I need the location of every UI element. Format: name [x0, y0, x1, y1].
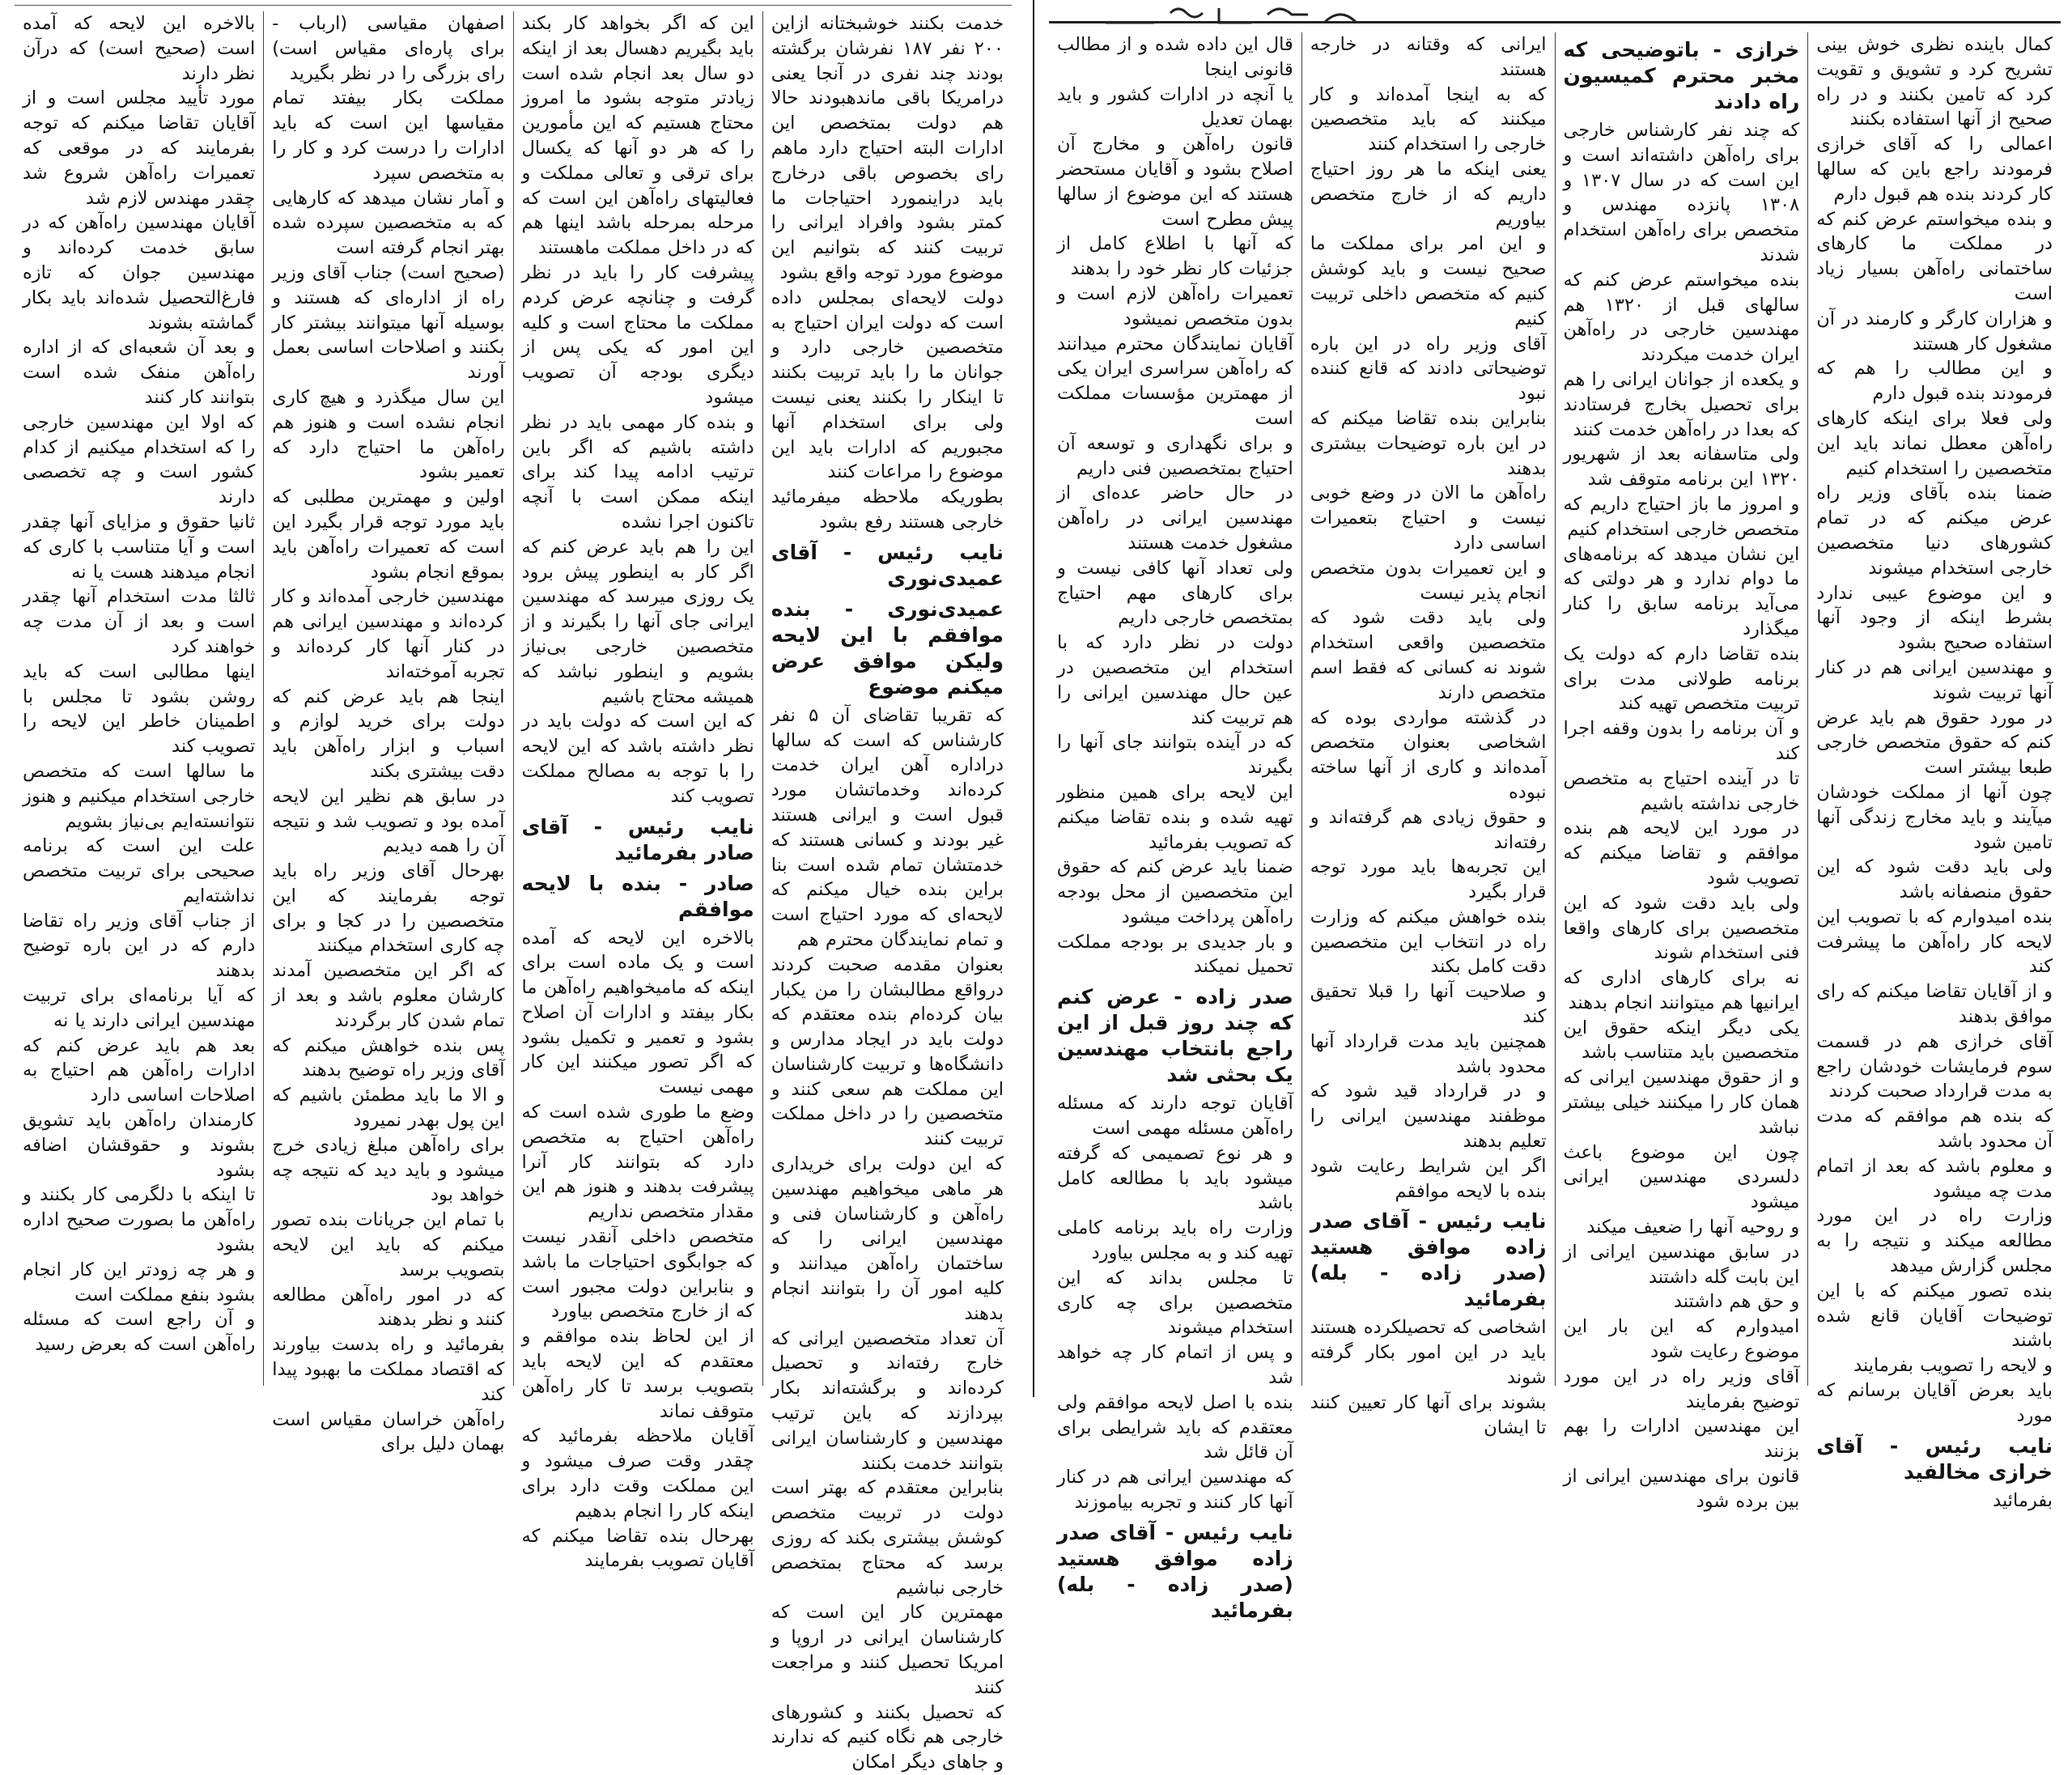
- paragraph: و امروز ما باز احتیاج داریم که متخصص خارجی استخدام کنیم: [1563, 493, 1800, 540]
- column-text: [522, 11, 754, 1573]
- paragraph: آقایان ملاحظه بفرمائید که چقدر وقت صرف میشود و این مملکت وقت دارد برای اینکه کار را انجام بدهیم: [521, 1425, 754, 1522]
- paragraph: در مورد حقوق هم باید عرض کنم که حقوق متخصص خارجی طبعا بیشتر است: [1816, 707, 2053, 779]
- paragraph: راه‌آهن ما الان در وضع خوبی نیست و احتیاج بتعمیرات اساسی دارد: [1310, 482, 1547, 554]
- paragraph: یعنی اینکه ما هر روز احتیاج داریم که از خارج متخصص بیاوریم: [1310, 158, 1547, 230]
- paragraph: برای راه‌آهن مبلغ زیادی خرج میشود و باید دید که نتیجه چه خواهد بود: [272, 1134, 505, 1206]
- column-text: [272, 11, 504, 1457]
- paragraph: پس بنده خواهش میکنم که آقای وزیر راه توضیح بدهند: [272, 1034, 505, 1081]
- paragraph: مهندسین خارجی آمده‌اند و کار کرده‌اند و مهندسین ایرانی هم در کنار آنها کار کرده‌اند و تجربه آموخته‌اند: [272, 586, 505, 682]
- paragraph: و این تعمیرات بدون متخصص انجام پذیر نیست: [1310, 557, 1547, 604]
- speaker-heading: صدر زاده - عرض کنم که چند روز قبل از این راجع بانتخاب مهندسین یک بحثی شد: [1057, 985, 1293, 1087]
- paragraph: که در امور راه‌آهن مطالعه کنند و نظر بدهند: [272, 1284, 505, 1331]
- paragraph: خدمت بکنند خوشبختانه ازاین ۲۰۰ نفر ۱۸۷ نفرشان برگشته بودند چند نفری در آنجا یعنی درامریکا باقی ماندهبودند حالا هم دولت بمتخصص این ادارات البته احتیاج دارد ماهم رای بخصوص باقی درخارج باید دراینمورد احتیاجات ما کمتر بشود وافراد ایرانی را تربیت کنند که بتوانیم این موضوع مورد توجه واقع بشود: [771, 13, 1004, 283]
- speaker-heading: نایب رئیس - آقای خرازی مخالفید: [1816, 1433, 2053, 1484]
- paragraph: بنده میخواستم عرض کنم که سالهای قبل از ۱۳۲۰ هم مهندسین خارجی در راه‌آهن ایران خدمت میکردند: [1563, 269, 1800, 366]
- paragraph: قانون برای مهندسین ایرانی از بین برده شود: [1563, 1466, 1800, 1512]
- paragraph: و هر چه زودتر این کار انجام بشود بنفع مملکت است: [23, 1259, 256, 1306]
- speaker-heading: نایب رئیس - آقای صدر زاده موافق هستید (صدر زاده - بله) بفرمائید: [1057, 1520, 1293, 1622]
- left-page-column-4: [15, 11, 264, 1386]
- right-page-column-2: [1556, 32, 1809, 1512]
- paragraph: و حق هم داشتند: [1673, 1291, 1800, 1313]
- paragraph: بعد هم باید عرض کنم که ادارات راه‌آهن هم احتیاج به اصلاحات اساسی دارد: [23, 1034, 256, 1106]
- paragraph: که اولا این مهندسین خارجی را که استخدام میکنیم از کدام کشور است و چه تخصصی دارند: [23, 411, 256, 508]
- paragraph: بعنوان مقدمه صحبت کردند درواقع مطالبشان را من یکبار بیان کرده‌ام بنده معتقدم که دولت باید در ایجاد مدارس و دانشگاه‌ها و تربیت کارشناسان این مملکت هم سعی کنند و متخصصین را در داخل مملکت تربیت کنند: [771, 953, 1004, 1150]
- paragraph: بهرحال آقای وزیر راه باید توجه بفرمایند که این متخصصین را در کجا و برای چه کاری استخدام میکنند: [272, 860, 505, 957]
- paragraph: متخصص داخلی آنقدر نیست که جوابگوی احتیاجات ما باشد و بنابراین دولت مجبور است که از خارج متخصص بیاورد: [521, 1226, 754, 1323]
- paragraph: که آنها با اطلاع کامل از جزئیات کار نظر خود را بدهند: [1057, 233, 1293, 280]
- paragraph: و مهندسین ایرانی هم در کنار آنها تربیت شوند: [1816, 656, 2053, 703]
- paragraph: ولی باید دقت شود که این حقوق منصفانه باشد: [1816, 856, 2053, 903]
- column-text: [1057, 32, 1293, 1624]
- paragraph: پیشرفت کار را باید در نظر گرفت و چنانچه عرض کردم مملکت ما محتاج است و کلیه این امور که یکی پس از دیگری بودجه آن تصویب میشود: [521, 261, 754, 408]
- paragraph: و هزاران کارگر و کارمند در آن مشغول کار هستند: [1816, 308, 2053, 355]
- paragraph: که در آینده بتوانند جای آنها را بگیرند: [1057, 732, 1293, 779]
- paragraph: بنده تقاضا دارم که دولت یک برنامه طولانی مدت برای تربیت متخصص تهیه کند: [1563, 643, 1800, 715]
- paragraph: راه‌آهن خراسان مقیاس است بهمان دلیل برای: [272, 1408, 505, 1455]
- left-page-column-3: [264, 11, 513, 1455]
- column-text: [771, 11, 1004, 1775]
- paragraph: از این لحاظ بنده موافقم و معتقدم که این لایحه باید بتصویب برسد تا کار راه‌آهن متوقف نماند: [521, 1326, 754, 1422]
- paragraph: از جناب آقای وزیر راه تقاضا دارم که در این باره توضیح بدهند: [23, 910, 256, 982]
- paragraph: که بنده هم موافقم که مدت آن محدود باشد: [1816, 1106, 2053, 1153]
- paragraph: و آن راجع است که مسئله راه‌آهن است که بعرض رسید: [23, 1309, 256, 1356]
- paragraph: اولین و مهمترین مطلبی که باید مورد توجه قرار بگیرد این است که تعمیرات راه‌آهن باید بموقع انجام بشود: [272, 486, 505, 583]
- paragraph: در حال حاضر عده‌ای از مهندسین ایرانی در راه‌آهن مشغول خدمت هستند: [1057, 482, 1293, 554]
- paragraph: چون آنها از مملکت خودشان میآیند و باید مخارج زندگی آنها تامین شود: [1816, 781, 2053, 853]
- column-text: [1816, 32, 2053, 1513]
- speaker-heading: خرازی - باتوضیحی که مخبر محترم کمیسیون راه دادند: [1563, 38, 1800, 113]
- paragraph: کمال باینده نظری خوش بینی تشریح کرد و تشویق و تقویت کرد که تامین بکنند و در راه صحیح از آنها استفاده بکنند: [1816, 34, 2053, 130]
- paragraph: مملکت بکار بیفتد تمام مقیاسها این است که باید ادارات را درست کرد و کار را به متخصص سپرد: [272, 87, 505, 184]
- page-gutter: [1021, 0, 1042, 1397]
- paragraph: ضمنا بنده بآقای وزیر راه عرض میکنم که در تمام کشورهای دنیا متخصصین خارجی استخدام میشوند: [1816, 482, 2053, 579]
- column-text: [1310, 32, 1547, 1440]
- paragraph: و این امر برای مملکت ما صحیح نیست و باید کوشش کنیم که متخصص داخلی تربیت کنیم: [1310, 233, 1547, 329]
- paragraph: بنابراین بنده تقاضا میکنم که در این باره توضیحات بیشتری بدهند: [1310, 407, 1547, 479]
- paragraph: تا در آینده احتیاج به متخصص خارجی نداشته باشیم: [1563, 767, 1800, 814]
- paragraph: یکی دیگر اینکه حقوق این متخصصین باید متناسب باشد: [1563, 1017, 1800, 1064]
- paragraph: و لایحه را تصویب بفرمایند: [1853, 1355, 2053, 1377]
- paragraph: علت این است که برنامه صحیحی برای تربیت متخصص نداشته‌ایم: [23, 835, 256, 907]
- paragraph: ولی تعداد آنها کافی نیست و برای کارهای مهم احتیاج بمتخصص خارجی داریم: [1057, 557, 1293, 629]
- paragraph: بطوریکه ملاحظه میفرمائید خارجی هستند رفع بشود: [771, 486, 1004, 533]
- paragraph: در سابق مهندسین ایرانی از این بابت گله داشتند: [1563, 1241, 1800, 1288]
- paragraph: آقایان مهندسین راه‌آهن که در سابق خدمت کرده‌اند و مهندسین جوان که تازه فارغ‌التحصیل شده‌اند باید بکار گماشته بشوند: [23, 212, 256, 333]
- right-page-columns: [1049, 32, 2061, 1622]
- paragraph: که این است که دولت باید در نظر داشته باشد که این لایحه را با توجه به مصالح مملکت تصویب کند: [521, 711, 754, 807]
- paragraph: ما سالها است که متخصص خارجی استخدام میکنیم و هنوز نتوانسته‌ایم بی‌نیاز بشویم: [23, 760, 256, 832]
- paragraph: این نشان میدهد که برنامه‌های ما دوام ندارد و هر دولتی که می‌آید برنامه سابق را کنار میگذارد: [1563, 543, 1800, 639]
- paragraph: و این مطالب را هم که فرمودند بنده قبول دارم: [1816, 358, 2053, 405]
- paragraph: وزارت راه در این مورد مطالعه میکند و نتیجه را به مجلس گزارش میدهد: [1816, 1205, 2053, 1277]
- paragraph: این را هم باید عرض کنم که اگر کار به اینطور پیش برود یک روزی میرسد که مهندسین ایرانی جای آنها را بگیرند و از متخصصین خارجی بی‌نیاز بشویم و اینطور نباشد که همیشه محتاج باشیم: [521, 536, 754, 707]
- paragraph: یا آنچه در ادارات کشور و باید بهمان تعدیل: [1057, 83, 1293, 130]
- paragraph: بنده امیدوارم که با تصویب این لایحه کار راه‌آهن ما پیشرفت کند: [1816, 906, 2053, 978]
- paragraph: این مهندسین ادارات را بهم بزنند: [1563, 1416, 1800, 1463]
- paragraph: وزارت راه باید برنامه کاملی تهیه کند و به مجلس بیاورد: [1057, 1217, 1293, 1264]
- top-rule: [15, 5, 1012, 6]
- paragraph: و بار جدیدی بر بودجه مملکت تحمیل نمیکند: [1057, 931, 1293, 978]
- paragraph: تعمیرات راه‌آهن لازم است و بدون متخصص نمیشود: [1057, 282, 1293, 329]
- paragraph: بهرحال بنده تقاضا میکنم که آقایان تصویب بفرمایند: [521, 1525, 754, 1572]
- paragraph: و بنده کار مهمی باید در نظر داشته باشیم که اگر باین ترتیب ادامه پیدا کند برای اینکه ممکن است با آنچه تاکنون اجرا نشده: [521, 411, 754, 533]
- paragraph: ضمنا باید عرض کنم که حقوق این متخصصین از محل بودجه راه‌آهن پرداخت میشود: [1057, 856, 1293, 928]
- column-text: [23, 11, 255, 1357]
- paragraph: و صلاحیت آنها را قبلا تحقیق کند: [1310, 981, 1547, 1028]
- paragraph: ولی فعلا برای اینکه کارهای راه‌آهن معطل نماند باید این متخصصین را استخدام کنیم: [1816, 407, 2053, 479]
- paragraph: وضع ما طوری شده است که راه‌آهن احتیاج به متخصص دارد که بتوانند کار آنرا پیشرفت بدهند و هنوز هم این مقدار متخصص نداریم: [521, 1102, 754, 1223]
- paragraph: و الا ما باید مطمئن باشیم که این پول بهدر نمیرود: [272, 1085, 505, 1132]
- paragraph: آقایان توجه دارند که مسئله راه‌آهن مسئله مهمی است: [1057, 1093, 1293, 1140]
- paragraph: و یکعده از جوانان ایرانی را هم برای تحصیل بخارج فرستادند که بعدا در راه‌آهن خدمت کنند: [1563, 368, 1800, 440]
- paragraph: ثانیا حقوق و مزایای آنها چقدر است و آیا متناسب با کاری که انجام میدهند هست یا نه: [23, 511, 256, 583]
- paragraph: در مورد این لایحه هم بنده موافقم و تقاضا میکنم که تصویب شود: [1563, 817, 1800, 889]
- speaker-subheading: صادر - بنده با لایحه موافقم: [521, 871, 754, 921]
- paragraph: و بنده میخواستم عرض کنم که در مملکت ما کارهای ساختمانی راه‌آهن بسیار زیاد است: [1816, 208, 2053, 304]
- paragraph: چون این موضوع باعث دلسردی مهندسین ایرانی میشود: [1563, 1141, 1800, 1213]
- paragraph: با تمام این جریانات بنده تصور میکنم که باید این لایحه بتصویب برسد: [272, 1209, 505, 1280]
- speaker-heading: نایب رئیس - آقای صادر بفرمائید: [521, 814, 754, 864]
- paragraph: در سابق هم نظیر این لایحه آمده بود و تصویب شد و نتیجه آن را همه دیدیم: [272, 785, 505, 857]
- paragraph: و برای نگهداری و توسعه آن احتیاج بمتخصصین فنی داریم: [1057, 432, 1293, 479]
- paragraph: که چند نفر کارشناس خارجی برای راه‌آهن داشته‌اند است و این است که در سال ۱۳۰۷ و ۱۳۰۸ پانزده مهندس و متخصص برای راه‌آهن استخدام شدند: [1563, 120, 1800, 265]
- paragraph: آن تعداد متخصصین ایرانی که خارج رفته‌اند و تحصیل کرده‌اند و برگشته‌اند بکار بپردازند که باین ترتیب مهندسین و کارشناسان ایرانی بتوانند خدمت بکنند: [771, 1327, 1004, 1474]
- paragraph: و بعد آن شعبه‌ای که از اداره راه‌آهن منفک شده است بتوانند کار کنند: [23, 337, 256, 408]
- paragraph: در گذشته مواردی بوده که اشخاصی بعنوان متخصص آمده‌اند و کاری از آنها ساخته نبوده: [1310, 707, 1547, 803]
- paragraph: امیدوارم که این بار این موضوع رعایت شود: [1563, 1316, 1800, 1363]
- page-fold-line: [1033, 0, 1034, 1397]
- paragraph: ولی باید دقت شود که متخصصین واقعی استخدام شوند نه کسانی که فقط اسم متخصص دارند: [1310, 607, 1547, 703]
- paragraph: که مهندسین ایرانی هم در کنار آنها کار کنند و تجربه بیاموزند: [1057, 1467, 1293, 1514]
- paragraph: اینها مطالبی است که باید روشن بشود تا مجلس با اطمینان خاطر این لایحه را تصویب کند: [23, 660, 256, 758]
- paragraph: آقایان نمایندگان محترم میدانند که راه‌آهن سراسری ایران یکی از مهمترین مؤسسات مملکت است: [1057, 333, 1293, 429]
- paragraph: این تجربه‌ها باید مورد توجه قرار بگیرد: [1310, 856, 1547, 903]
- paragraph: مورد تأیید مجلس است و از آقایان تقاضا میکنم که توجه بفرمایند که در موقعی که تعمیرات راه‌آهن شروع شد چقدر مهندس لازم شد: [23, 87, 256, 209]
- paragraph: ثالثا مدت استخدام آنها چقدر است و بعد از آن مدت چه خواهند کرد: [23, 586, 256, 657]
- left-page-column-2: [514, 11, 763, 1572]
- paragraph: بنابراین معتقدم که بهتر است دولت در تربیت متخصص کوشش بیشتری بکند که روزی برسد که محتاج بمتخصص خارجی نباشیم: [771, 1477, 1004, 1599]
- left-page: [0, 0, 1021, 1773]
- paragraph: قال این داده شده و از مطالب قانونی اینجا: [1057, 34, 1293, 80]
- paragraph: اگر این شرایط رعایت شود بنده با لایحه موافقم: [1310, 1155, 1547, 1202]
- speaker-subheading: عمیدی‌نوری - بنده موافقم با این لایحه ولیکن موافق عرض میکنم موضوع: [771, 597, 1004, 699]
- paragraph: دولت لایحه‌ای بمجلس داده است که دولت ایران احتیاج به متخصصین خارجی دارد و جوانان ما را باید تربیت بکنند تا اینکار را بکنند یعنی نیست ولی برای استخدام آنها مجبوریم که ادارات باید این موضوع را مراعات کنند: [771, 287, 1004, 483]
- paragraph: بنده تصور میکنم که با این توضیحات آقایان قانع شده باشند: [1816, 1280, 2053, 1352]
- paragraph: تا اینکه با دلگرمی کار بکنند و راه‌آهن ما بصورت صحیح اداره بشود: [23, 1184, 256, 1256]
- paragraph: و در قرارداد قید شود که موظفند مهندسین ایرانی را تعلیم بدهند: [1310, 1081, 1547, 1153]
- paragraph: ولی باید دقت شود که این متخصصین برای کارهای واقعا فنی استخدام شوند: [1563, 892, 1800, 964]
- page-header: [1049, 0, 2061, 32]
- column-text: [1564, 37, 1800, 1514]
- paragraph: که تقریبا تقاضای آن ۵ نفر کارشناس که است که سالها دراداره آهن ایران خدمت کرده‌اند وخدماتشان مورد قبول است و ایرانی هستند غیر بودند و کسانی هستند که خدمتشان تمام شده است بنا براین بنده خیال میکنم که لایحه‌ای که مورد احتیاج است و تمام نمایندگان محترم هم: [771, 704, 1004, 950]
- right-page-column-4: [1049, 32, 1302, 1622]
- paragraph: دولت در نظر دارد که با استخدام این متخصصین در عین حال مهندسین ایرانی را هم تربیت کند: [1057, 632, 1293, 728]
- paragraph: باید بعرض آقایان برسانم که مورد: [1816, 1380, 2053, 1426]
- paragraph: و از آقایان تقاضا میکنم که رای موافق بدهند: [1816, 981, 2053, 1028]
- paragraph: (صحیح است) جناب آقای وزیر راه از اداره‌ای که هستند و بوسیله آنها میتوانند بیشتر کار بکنند و اصلاحات اساسی بعمل آورند: [272, 261, 505, 384]
- paragraph: قانون راه‌آهن و مخارج آن اصلاح بشود و آقایان مستحضر هستند که این موضوع از سالها پیش مطرح است: [1057, 134, 1293, 230]
- paragraph: و معلوم باشد که بعد از اتمام مدت چه میشود: [1816, 1155, 2053, 1202]
- paragraph: که تحصیل بکنند و کشورهای خارجی هم نگاه کنیم که ندارند و جاهای دیگر امکان: [771, 1701, 1004, 1773]
- paragraph: و حقوق زیادی هم گرفته‌اند و رفته‌اند: [1310, 806, 1547, 853]
- paragraph: ولی متاسفانه بعد از شهریور ۱۳۲۰ این برنامه متوقف شد: [1563, 444, 1800, 490]
- paragraph: بالاخره این لایحه که آمده است (صحیح است) که درآن نظر دارند: [23, 13, 256, 84]
- paragraph: که این دولت برای خریداری هر ماهی میخواهیم مهندسین راه‌آهن و کارشناسان فنی و مهندسین ایرانی را که ساختمان راه‌آهن میدانند و کلیه امور آن را بتوانند انجام بدهند: [771, 1153, 1004, 1324]
- paragraph: اعمالی را که آقای خرازی فرمودند راجع باین که سالها کار کردند بنده هم قبول دارم: [1816, 134, 2053, 205]
- paragraph: و روحیه آنها را ضعیف میکند: [1586, 1217, 1800, 1238]
- paragraph: که آیا برنامه‌ای برای تربیت مهندسین ایرانی دارند یا نه: [23, 985, 256, 1031]
- paragraph: آقای وزیر راه در این مورد توضیح بفرمایند: [1563, 1365, 1800, 1412]
- right-page-column-1: [1808, 32, 2061, 1511]
- left-page-columns: [15, 11, 1012, 1773]
- paragraph: این لایحه برای همین منظور تهیه شده و بنده تقاضا میکنم که تصویب بفرمائید: [1057, 781, 1293, 853]
- header-mark: [1098, 0, 1373, 29]
- paragraph: و هر نوع تصمیمی که گرفته میشود باید با مطالعه کامل باشد: [1057, 1142, 1293, 1214]
- paragraph: و این موضوع عیبی ندارد بشرط اینکه از وجود آنها استفاده صحیح بشود: [1816, 582, 2053, 654]
- paragraph: آقای وزیر راه در این باره توضیحاتی دادند که قانع کننده نبود: [1310, 333, 1547, 405]
- paragraph: نه برای کارهای اداری که ایرانیها هم میتوانند انجام بدهند: [1563, 967, 1800, 1013]
- left-page-column-1: [763, 11, 1012, 1773]
- paragraph: آقای خرازی هم در قسمت سوم فرمایشات خودشان راجع به مدت قرارداد صحبت کردند: [1816, 1030, 2053, 1102]
- paragraph: مهمترین کار این است که کارشناسان ایرانی در اروپا و امریکا تحصیل کنند و مراجعت کنند: [771, 1602, 1004, 1698]
- speaker-heading: نایب رئیس - آقای صدر زاده موافق هستید (صدر زاده - بله) بفرمائید: [1310, 1209, 1547, 1311]
- paragraph: بنده با اصل لایحه موافقم ولی معتقدم که باید شرایطی برای آن قائل شد: [1057, 1391, 1293, 1463]
- paragraph: بفرمائید و راه بدست بیاورند که اقتصاد مملکت ما بهبود پیدا کند: [272, 1334, 505, 1405]
- paragraph: که به اینجا آمده‌اند و کار میکنند که باید متخصصین خارجی را استخدام کنند: [1310, 83, 1547, 155]
- paragraph: و از حقوق مهندسین ایرانی که همان کار را میکنند خیلی بیشتر نباشد: [1563, 1067, 1800, 1138]
- paragraph: این سال میگذرد و هیچ کاری انجام نشده است و هنوز هم راه‌آهن ما احتیاج دارد که تعمیر بشود: [272, 386, 505, 483]
- paragraph: اینجا هم باید عرض کنم که دولت برای خرید لوازم و اسباب و ابزار راه‌آهن باید دقت بیشتری بکند: [272, 686, 505, 782]
- paragraph: بنده خواهش میکنم که وزارت راه در انتخاب این متخصصین دقت کامل بکند: [1310, 906, 1547, 978]
- paragraph: و آن برنامه را بدون وقفه اجرا کند: [1563, 718, 1800, 764]
- paragraph: همچنین باید مدت قرارداد آنها محدود باشد: [1310, 1030, 1547, 1077]
- paragraph: این که اگر بخواهد کار بکند باید بگیریم دهسال بعد از اینکه دو سال بعد انجام شده است زیادتر متوجه بشود ما امروز محتاج هستیم که این مأمورین را که هر دو آنها که یکسال برای ترقی و تعالی مملکت و فعالیتهای راه‌آهن این است که مرحله بمرحله باشد اینها هم که در داخل مملکت ماهستند: [521, 13, 754, 259]
- paragraph: که اگر این متخصصین آمدند کارشان معلوم باشد و بعد از تمام شدن کار برگردند: [272, 960, 505, 1031]
- paragraph: و پس از اتمام کار چه خواهد شد: [1057, 1342, 1293, 1389]
- right-page: [1042, 0, 2072, 1622]
- paragraph: بشوند برای آنها کار تعیین کنند تا ایشان: [1310, 1391, 1547, 1438]
- right-page-column-3: [1302, 32, 1556, 1438]
- paragraph: اصفهان مقیاسی (ارباب - برای پاره‌ای مقیاس است) رای بزرگی را در نظر بگیرید: [272, 13, 505, 84]
- paragraph: بفرمائید: [1993, 1489, 2053, 1511]
- paragraph: و آمار نشان میدهد که کارهایی که به متخصصین سپرده شده بهتر انجام گرفته است: [272, 187, 505, 259]
- paragraph: کارمندان راه‌آهن باید تشویق بشوند و حقوقشان اضافه بشود: [23, 1110, 256, 1181]
- paragraph: ایرانی که وقتانه در خارجه هستند: [1310, 34, 1547, 80]
- paragraph: تا مجلس بداند که این متخصصین برای چه کاری استخدام میشوند: [1057, 1267, 1293, 1339]
- speaker-heading: نایب رئیس - آقای عمیدی‌نوری: [771, 540, 1004, 590]
- paragraph: بالاخره این لایحه که آمده است و یک ماده است برای اینکه که مامیخواهیم راه‌آهن ما بکار بیفتد و ادارات آن اصلاح بشود و تعمیر و تکمیل بشود که اگر تصور میکنند این کار مهمی نیست: [521, 927, 754, 1098]
- paragraph: اشخاصی که تحصیلکرده هستند باید در این امور بکار گرفته شوند: [1310, 1317, 1547, 1389]
